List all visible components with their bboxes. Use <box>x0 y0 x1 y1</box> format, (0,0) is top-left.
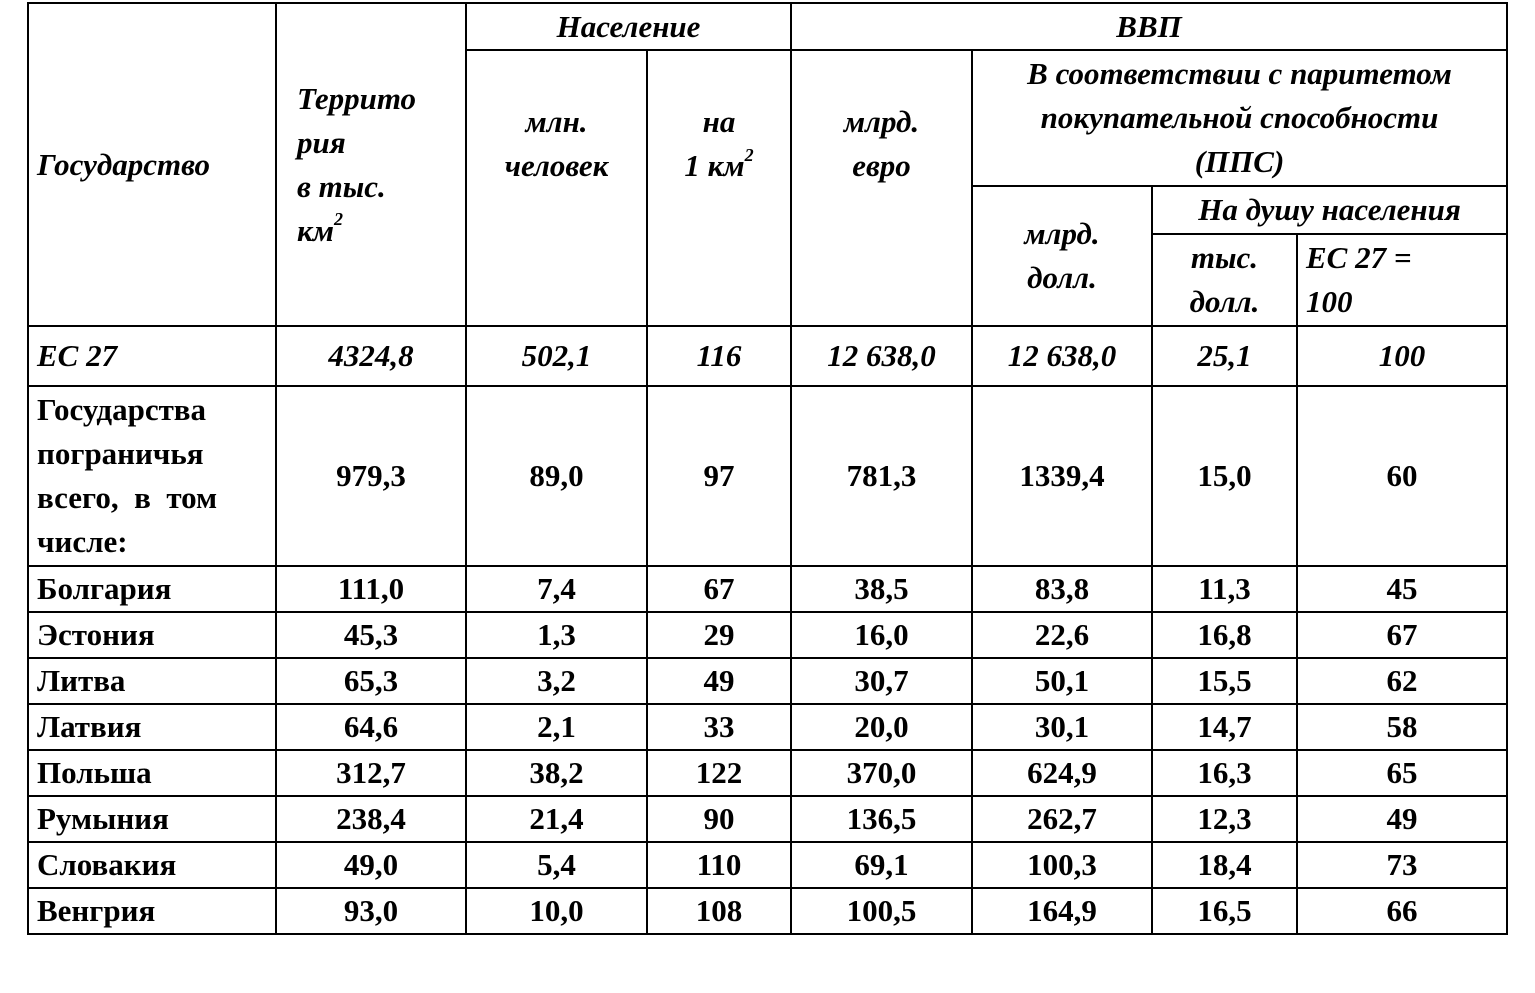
cell-gdp-eur: 69,1 <box>791 842 972 888</box>
cell-ppp-bln: 262,7 <box>972 796 1152 842</box>
cell-ppp-bln: 12 638,0 <box>972 326 1152 386</box>
cell-gdp-eur: 30,7 <box>791 658 972 704</box>
cell-pop-mln: 21,4 <box>466 796 647 842</box>
cell-ppp-bln: 22,6 <box>972 612 1152 658</box>
cell-pc-thousand: 18,4 <box>1152 842 1297 888</box>
cell-pc-index: 67 <box>1297 612 1507 658</box>
cell-pc-thousand: 15,5 <box>1152 658 1297 704</box>
header-ppp-bln: млрд. долл. <box>972 186 1152 326</box>
cell-pop-mln: 1,3 <box>466 612 647 658</box>
table-row-eu27 <box>28 326 1507 386</box>
cell-pc-thousand: 11,3 <box>1152 566 1297 612</box>
table-row <box>28 888 1507 934</box>
cell-ppp-bln: 30,1 <box>972 704 1152 750</box>
cell-gdp-eur: 38,5 <box>791 566 972 612</box>
cell-name: Польша <box>28 750 276 796</box>
cell-density: 108 <box>647 888 791 934</box>
cell-pop-mln: 3,2 <box>466 658 647 704</box>
cell-ppp-bln: 100,3 <box>972 842 1152 888</box>
table-row <box>28 658 1507 704</box>
cell-pc-thousand: 16,3 <box>1152 750 1297 796</box>
cell-name: Государства пограничья всего, в том числе: <box>28 386 276 566</box>
cell-territory: 111,0 <box>276 566 466 612</box>
cell-gdp-eur: 12 638,0 <box>791 326 972 386</box>
header-pc-index: ЕС 27 = 100 <box>1297 234 1507 326</box>
cell-density: 49 <box>647 658 791 704</box>
cell-pc-index: 60 <box>1297 386 1507 566</box>
cell-name: Венгрия <box>28 888 276 934</box>
cell-density: 29 <box>647 612 791 658</box>
header-row-1 <box>28 3 1507 50</box>
header-population: Население <box>466 3 791 50</box>
cell-gdp-eur: 370,0 <box>791 750 972 796</box>
cell-territory: 238,4 <box>276 796 466 842</box>
table-row <box>28 612 1507 658</box>
cell-territory: 93,0 <box>276 888 466 934</box>
cell-pc-thousand: 16,5 <box>1152 888 1297 934</box>
cell-ppp-bln: 1339,4 <box>972 386 1152 566</box>
table-row <box>28 842 1507 888</box>
cell-name: Литва <box>28 658 276 704</box>
statistics-table <box>27 2 1508 935</box>
header-pop-mln: млн. человек <box>466 50 647 326</box>
cell-density: 97 <box>647 386 791 566</box>
cell-pc-thousand: 12,3 <box>1152 796 1297 842</box>
cell-density: 110 <box>647 842 791 888</box>
table-row <box>28 750 1507 796</box>
cell-density: 90 <box>647 796 791 842</box>
cell-pop-mln: 2,1 <box>466 704 647 750</box>
cell-density: 122 <box>647 750 791 796</box>
cell-territory: 979,3 <box>276 386 466 566</box>
cell-pc-thousand: 25,1 <box>1152 326 1297 386</box>
cell-gdp-eur: 16,0 <box>791 612 972 658</box>
cell-name: ЕС 27 <box>28 326 276 386</box>
cell-pop-mln: 502,1 <box>466 326 647 386</box>
cell-name: Словакия <box>28 842 276 888</box>
table-row-border-states <box>28 386 1507 566</box>
cell-pc-thousand: 15,0 <box>1152 386 1297 566</box>
cell-gdp-eur: 20,0 <box>791 704 972 750</box>
cell-pop-mln: 7,4 <box>466 566 647 612</box>
cell-territory: 65,3 <box>276 658 466 704</box>
header-territory: Террито рия в тыс. $км^2$ <box>276 3 466 326</box>
cell-pc-index: 65 <box>1297 750 1507 796</box>
cell-territory: 64,6 <box>276 704 466 750</box>
header-pc-thousand: тыс. долл. <box>1152 234 1297 326</box>
cell-name: Эстония <box>28 612 276 658</box>
cell-name: Латвия <box>28 704 276 750</box>
cell-density: 67 <box>647 566 791 612</box>
cell-territory: 45,3 <box>276 612 466 658</box>
cell-ppp-bln: 50,1 <box>972 658 1152 704</box>
header-pop-density: на 1 $км^2$ <box>647 50 791 326</box>
cell-pc-index: 100 <box>1297 326 1507 386</box>
cell-territory: 4324,8 <box>276 326 466 386</box>
cell-pop-mln: 5,4 <box>466 842 647 888</box>
cell-name: Болгария <box>28 566 276 612</box>
header-state: Государство <box>28 3 276 326</box>
header-gdp: ВВП <box>791 3 1507 50</box>
cell-gdp-eur: 136,5 <box>791 796 972 842</box>
cell-pc-index: 58 <box>1297 704 1507 750</box>
cell-pc-index: 62 <box>1297 658 1507 704</box>
cell-gdp-eur: 100,5 <box>791 888 972 934</box>
cell-gdp-eur: 781,3 <box>791 386 972 566</box>
table-row <box>28 566 1507 612</box>
cell-pc-index: 45 <box>1297 566 1507 612</box>
cell-territory: 49,0 <box>276 842 466 888</box>
cell-ppp-bln: 164,9 <box>972 888 1152 934</box>
cell-ppp-bln: 624,9 <box>972 750 1152 796</box>
cell-territory: 312,7 <box>276 750 466 796</box>
cell-pc-index: 73 <box>1297 842 1507 888</box>
cell-ppp-bln: 83,8 <box>972 566 1152 612</box>
cell-pc-index: 49 <box>1297 796 1507 842</box>
cell-density: 116 <box>647 326 791 386</box>
cell-density: 33 <box>647 704 791 750</box>
cell-pop-mln: 10,0 <box>466 888 647 934</box>
cell-pc-thousand: 14,7 <box>1152 704 1297 750</box>
table-row <box>28 704 1507 750</box>
header-ppp: В соответствии с паритетом покупательной способности (ППС) <box>972 50 1507 186</box>
table-row <box>28 796 1507 842</box>
cell-pc-thousand: 16,8 <box>1152 612 1297 658</box>
header-gdp-eur: млрд. евро <box>791 50 972 326</box>
cell-name: Румыния <box>28 796 276 842</box>
cell-pop-mln: 38,2 <box>466 750 647 796</box>
cell-pop-mln: 89,0 <box>466 386 647 566</box>
header-per-capita: На душу населения <box>1152 186 1507 234</box>
cell-pc-index: 66 <box>1297 888 1507 934</box>
